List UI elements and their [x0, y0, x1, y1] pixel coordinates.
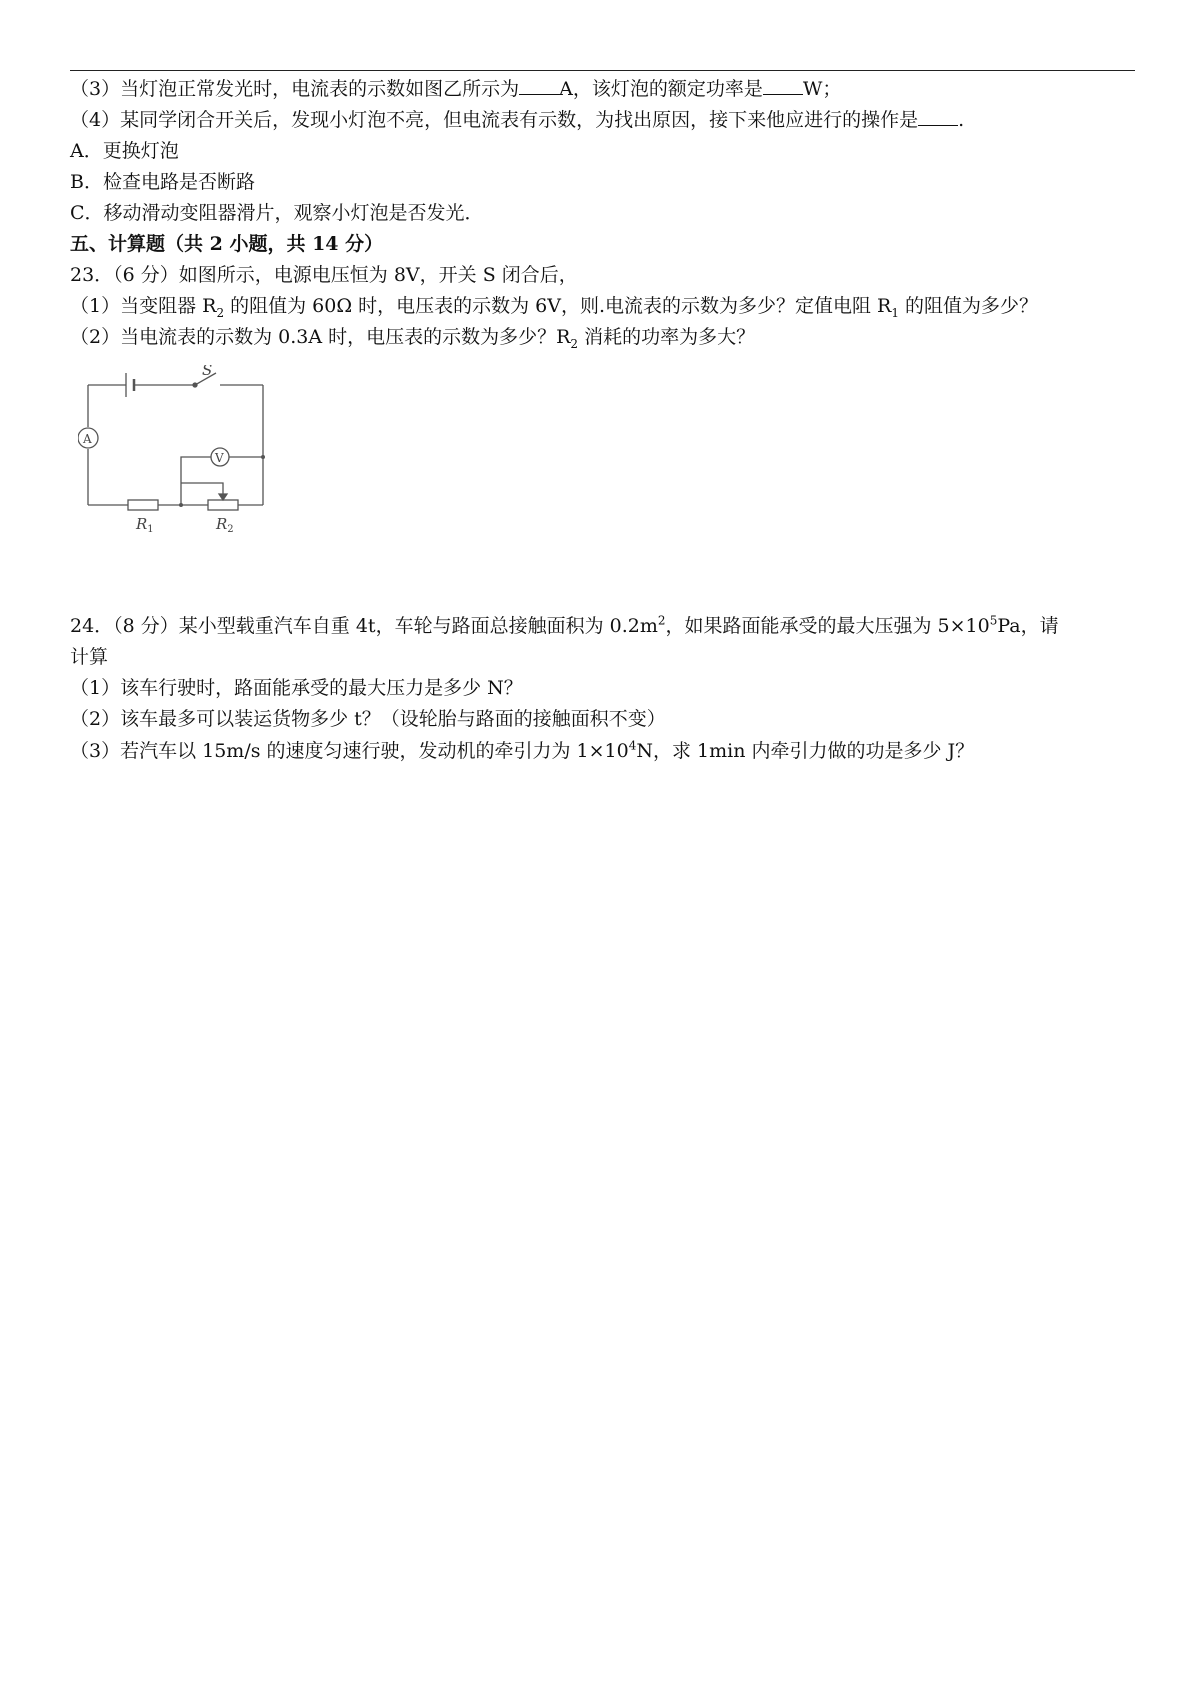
q23-part2-text-a: （2）当电流表的示数为 0.3A 时，电压表的示数为多少？R [70, 326, 571, 348]
q22-part4 [70, 107, 964, 133]
q23-part1-text-b: 的阻值为 60Ω 时，电压表的示数为 6V，则.电流表的示数为多少？定值电阻 R [224, 295, 892, 317]
q24-part3-text-a: （3）若汽车以 15m/s 的速度匀速行驶，发动机的牵引力为 1×10 [70, 740, 629, 762]
subscript: 2 [216, 305, 225, 320]
q22-part3-text-b: A，该灯泡的额定功率是 [559, 78, 763, 100]
q23-part1-text-a: （1）当变阻器 R [70, 295, 217, 317]
wire [181, 457, 211, 505]
subscript: 2 [570, 336, 579, 351]
q24-part3 [70, 738, 974, 764]
answer-blank [918, 107, 958, 126]
q22-option-b: B．检查电路是否断路 [70, 171, 255, 193]
answer-blank [519, 76, 559, 95]
resistor-r1 [128, 500, 158, 510]
q24-part1: （1）该车行驶时，路面能承受的最大压力是多少 N？ [70, 677, 523, 699]
q22-part4-text-b: . [958, 109, 965, 131]
q24-stem-text-b: ，如果路面能承受的最大压强为 5×10 [665, 615, 990, 637]
answer-blank [763, 76, 803, 95]
q22-part3-text-c: W； [802, 78, 842, 100]
superscript: 2 [657, 613, 666, 628]
slider-arrow [219, 494, 227, 500]
q24-stem-continued: 计算 [70, 646, 109, 668]
header-rule [70, 70, 1135, 71]
switch-label: S [202, 365, 213, 379]
q22-option-c: C．移动滑动变阻器滑片，观察小灯泡是否发光． [70, 202, 484, 224]
q24-part3-text-b: N，求 1min 内牵引力做的功是多少 J？ [636, 740, 975, 762]
q24-stem-text-a: 24．（8 分）某小型载重汽车自重 4t，车轮与路面总接触面积为 0.2m [70, 615, 658, 637]
q22-part3-text-a: （3）当灯泡正常发光时，电流表的示数如图乙所示为 [70, 78, 520, 100]
q23-part2 [70, 324, 755, 350]
voltmeter-label: V [215, 451, 224, 465]
subscript: 1 [891, 305, 900, 320]
q24-part2: （2）该车最多可以装运货物多少 t？（设轮胎与路面的接触面积不变） [70, 708, 666, 730]
q23-stem: 23．（6 分）如图所示，电源电压恒为 8V，开关 S 闭合后， [70, 264, 578, 286]
r2-label: $R_2$ [216, 515, 234, 535]
superscript: 5 [989, 613, 998, 628]
section-5-title: 五、计算题（共 2 小题，共 14 分） [70, 233, 384, 255]
q23-part1-text-c: 的阻值为多少？ [899, 295, 1039, 317]
q22-option-a: A．更换灯泡 [70, 140, 179, 162]
q22-part3 [70, 76, 841, 102]
r1-label: $R_1$ [136, 515, 154, 535]
q24-stem [70, 613, 1059, 639]
circuit-diagram [78, 365, 288, 540]
junction-dot [261, 455, 265, 459]
resistor-r2 [208, 500, 238, 510]
slider-wire [181, 483, 223, 498]
q24-stem-text-c: Pa，请 [997, 615, 1059, 637]
ammeter-label: A [83, 432, 92, 446]
q23-part1 [70, 293, 1038, 319]
q22-part4-text-a: （4）某同学闭合开关后，发现小灯泡不亮，但电流表有示数，为找出原因，接下来他应进行的操作是 [70, 109, 919, 131]
junction-dot [179, 503, 183, 507]
q23-part2-text-b: 消耗的功率为多大？ [578, 326, 756, 348]
superscript: 4 [628, 738, 637, 753]
